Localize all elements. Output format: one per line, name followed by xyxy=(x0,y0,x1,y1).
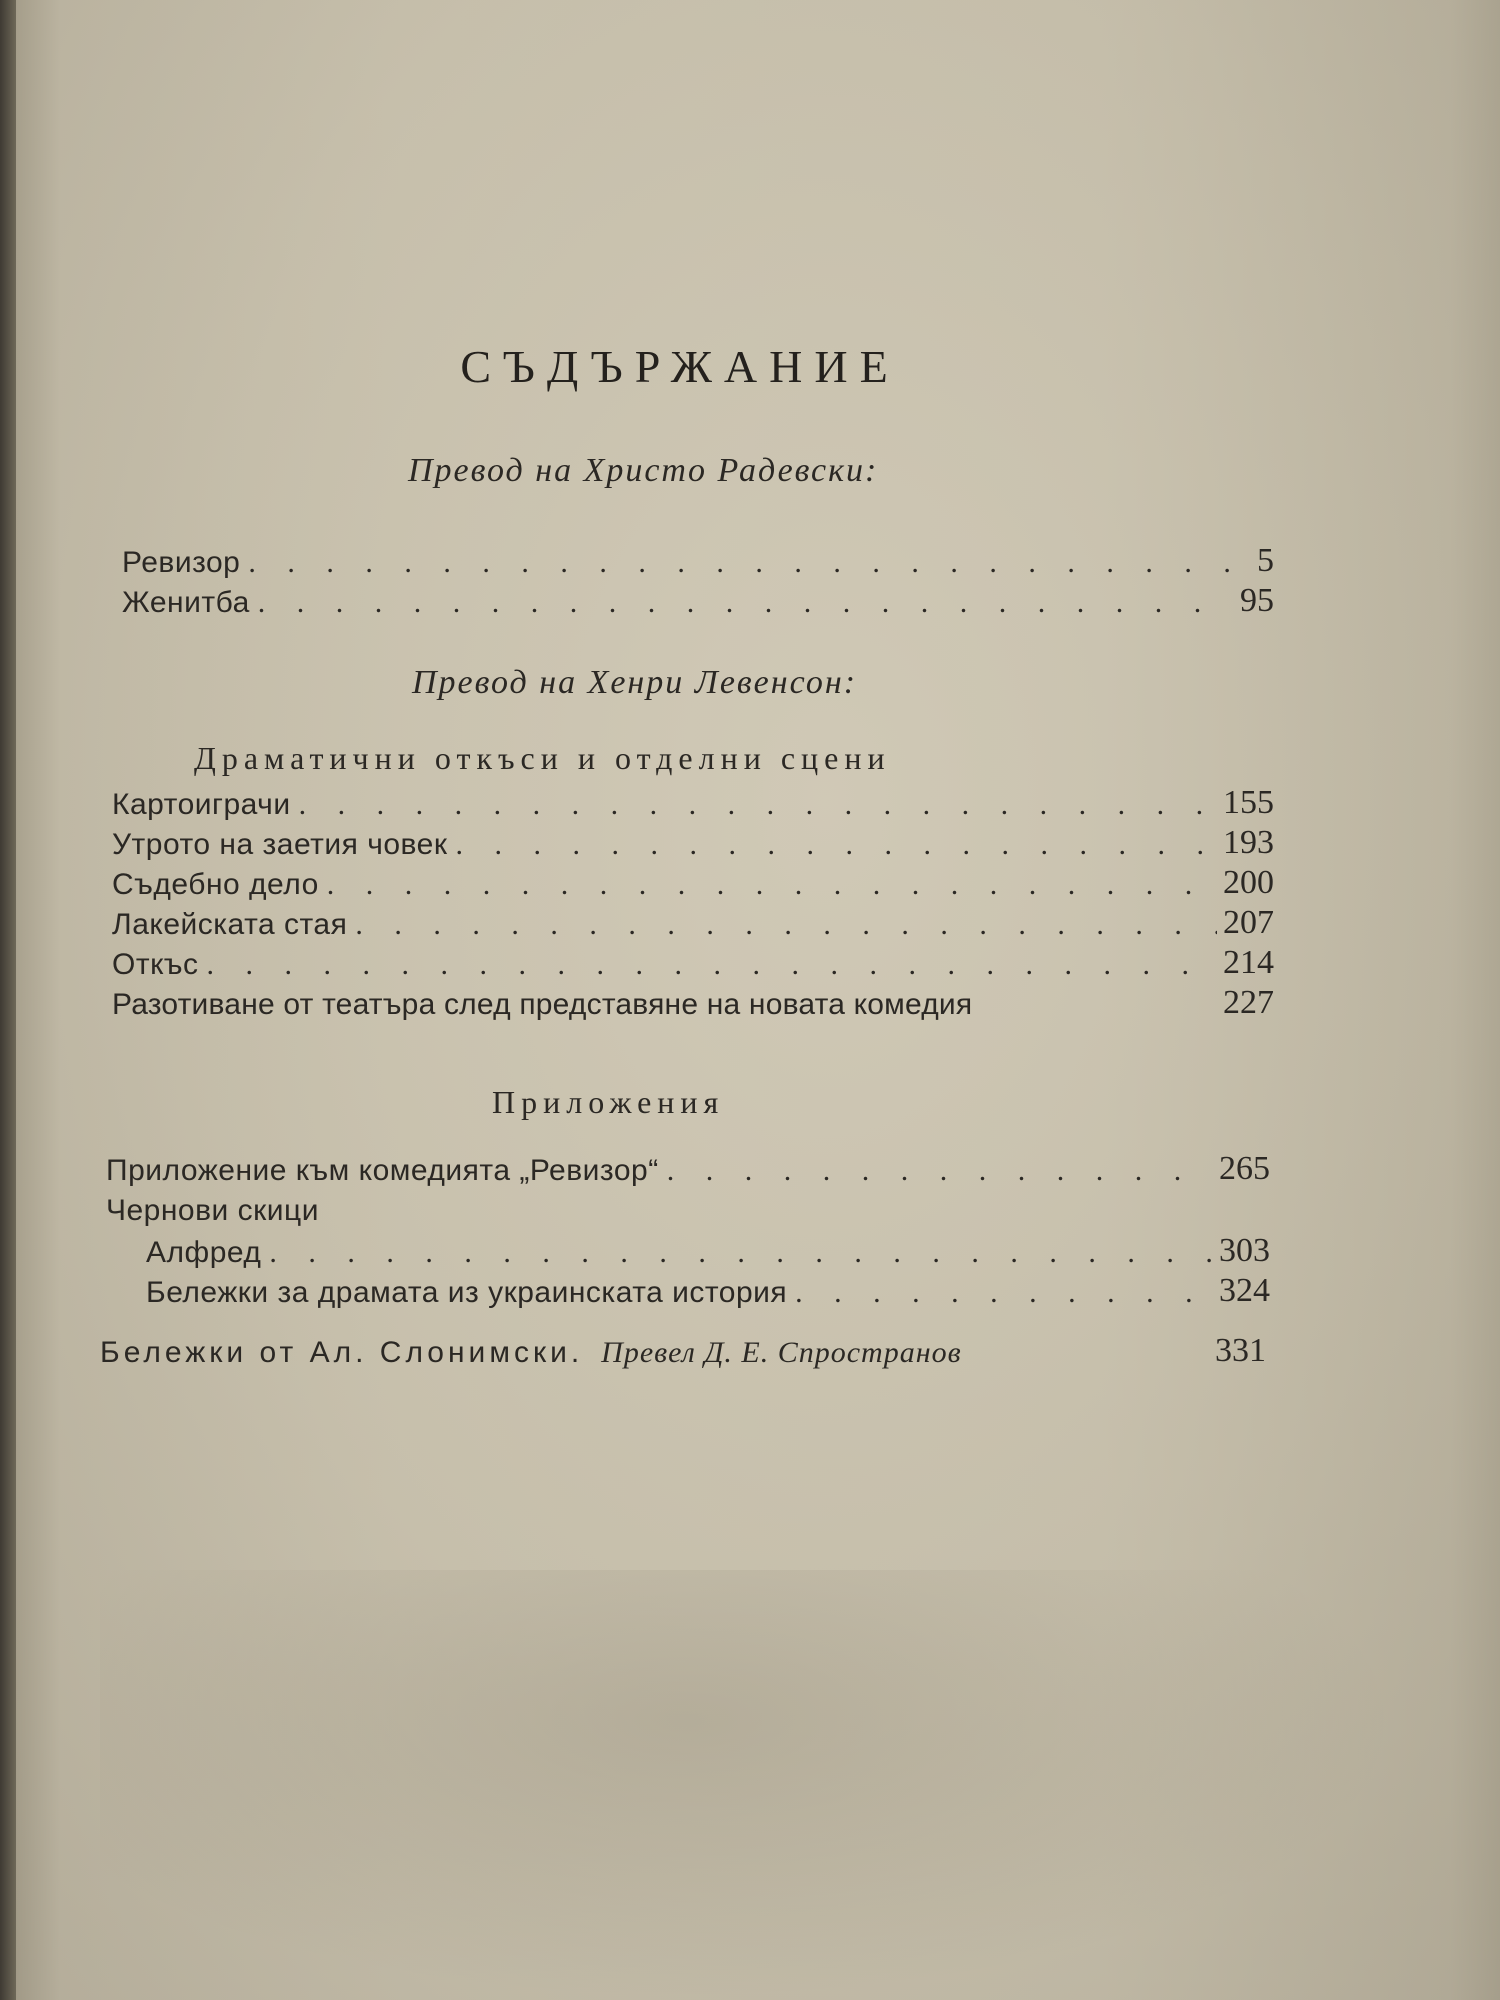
toc-entry xyxy=(112,862,1274,902)
toc-entry-translator: Превел Д. Е. Спространов xyxy=(601,1336,962,1369)
toc-entry-page: 331 xyxy=(1215,1332,1266,1369)
toc-entry-page: 303 xyxy=(1219,1232,1270,1269)
toc-entry-label: Ревизор xyxy=(122,546,241,579)
toc-entry-translator-wrap xyxy=(601,1336,1209,1370)
toc-entry-label: Приложение към комедията „Ревизор“ xyxy=(106,1154,659,1187)
translator-heading-2: Превод на Хенри Левенсон: xyxy=(412,664,858,701)
dot-leader xyxy=(327,868,1217,902)
toc-entry-page: 5 xyxy=(1257,542,1274,579)
toc-entry xyxy=(146,1230,1270,1270)
toc-entry-page: 324 xyxy=(1219,1272,1270,1309)
dot-leader xyxy=(269,1236,1213,1270)
toc-entry-label: Чернови скици xyxy=(106,1194,319,1227)
dot-leader xyxy=(248,546,1251,580)
toc-entry-label: Алфред xyxy=(146,1236,262,1269)
dot-leader xyxy=(667,1154,1213,1188)
toc-entry-label: Утрото на заетия човек xyxy=(112,828,448,861)
toc-entry-label: Лакейската стая xyxy=(112,908,348,941)
toc-title: СЪДЪРЖАНИЕ xyxy=(460,341,900,392)
toc-entry xyxy=(112,782,1274,822)
page-gutter xyxy=(0,0,16,2000)
toc-entry xyxy=(146,1270,1270,1310)
translator-heading-1: Превод на Христо Радевски: xyxy=(408,452,879,489)
toc-entry-label: Разотиване от театъра след представяне на новата комедия xyxy=(112,988,973,1021)
toc-entry-page: 200 xyxy=(1223,864,1274,901)
dot-leader xyxy=(206,948,1217,982)
toc-entry-label: Съдебно дело xyxy=(112,868,319,901)
toc-entry-page: 155 xyxy=(1223,784,1274,821)
toc-entry-page: 207 xyxy=(1223,904,1274,941)
toc-entry xyxy=(112,982,1274,1022)
toc-entry xyxy=(106,1188,706,1228)
toc-entry xyxy=(112,942,1274,982)
dot-leader xyxy=(299,788,1217,822)
toc-entry-page: 265 xyxy=(1219,1150,1270,1187)
toc-entry-label: Картоиграчи xyxy=(112,788,291,821)
toc-entry xyxy=(122,540,1274,580)
dot-leader xyxy=(258,586,1234,620)
toc-entry-page: 95 xyxy=(1240,582,1274,619)
toc-entry-label: Бележки за драмата из украинската история xyxy=(146,1276,788,1309)
toc-entry-page: 227 xyxy=(1223,984,1274,1021)
toc-entry-page: 193 xyxy=(1223,824,1274,861)
toc-entry-label: Бележки от Ал. Слонимски. xyxy=(100,1336,584,1369)
toc-entry-notes xyxy=(100,1330,1266,1370)
toc-entry xyxy=(106,1148,1270,1188)
toc-entry xyxy=(122,580,1274,620)
section-heading-fragments: Драматични откъси и отделни сцени xyxy=(194,740,891,776)
show-through-area xyxy=(100,1570,1400,2000)
toc-entry-label: Женитба xyxy=(122,586,250,619)
dot-leader xyxy=(355,908,1217,942)
toc-entry xyxy=(112,902,1274,942)
section-heading-appendix: Приложения xyxy=(492,1084,725,1120)
dot-leader xyxy=(455,828,1217,862)
toc-entry-label: Откъс xyxy=(112,948,199,981)
dot-leader xyxy=(795,1276,1213,1310)
toc-entry xyxy=(112,822,1274,862)
toc-entry-page: 214 xyxy=(1223,944,1274,981)
